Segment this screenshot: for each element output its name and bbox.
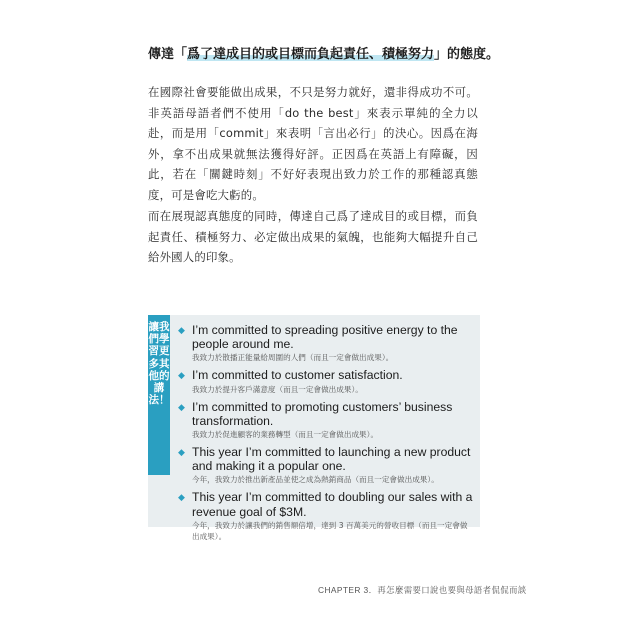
example-english: This year I’m committed to doubling our sales with a revenue goal of $3M. <box>192 490 473 519</box>
example-chinese: 我致力於促進顧客的業務轉型（而且一定會做出成果）。 <box>192 430 379 440</box>
example-english: This year I’m committed to launching a new product and making it a popular one. <box>192 445 471 474</box>
heading-suffix: 」的態度。 <box>434 47 500 62</box>
example-item <box>178 400 474 440</box>
page-footer-chapter: CHAPTER 3．再怎麼需要口說也要與母語者侃侃而談 <box>318 585 527 595</box>
diamond-bullet-icon: ◆ <box>178 402 185 413</box>
example-chinese: 我致力於散播正能量給周圍的人們（而且一定會做出成果）。 <box>192 353 394 363</box>
example-item <box>178 490 474 541</box>
example-chinese: 今年，我致力於推出新產品並使之成為熱銷商品（而且一定會做出成果）。 <box>192 475 439 485</box>
example-phrases-box <box>148 315 480 541</box>
example-chinese: 今年，我致力於讓我們的銷售額倍增，達到 3 百萬美元的營收目標（而且一定會做出成果）。 <box>192 520 468 541</box>
example-english: I’m committed to promoting customers’ business transformation. <box>192 399 453 428</box>
diamond-bullet-icon: ◆ <box>178 448 185 459</box>
diamond-bullet-icon: ◆ <box>178 371 185 382</box>
heading-prefix: 傳達「 <box>148 47 188 62</box>
example-english: I’m committed to customer satisfaction. <box>192 368 403 383</box>
heading-highlight: 爲了達成目的或目標而負起責任、積極努力 <box>187 47 435 62</box>
example-item <box>178 445 474 485</box>
body-paragraph-2: 而在展現認真態度的同時，傳達自己爲了達成目的或目標，而負起責任、積極努力、必定做出成果的氣魄，也能夠大幅提升自己給外國人的印象。 <box>148 209 478 265</box>
box-tab-label: 讓我們學習更多其他的講法！ <box>148 321 170 407</box>
example-item <box>178 368 474 394</box>
example-chinese: 我致力於提升客戶滿意度（而且一定會做出成果）。 <box>192 384 363 394</box>
example-list <box>178 323 474 547</box>
body-paragraph-1: 在國際社會要能做出成果，不只是努力就好，還非得成功不可。非英語母語者們不使用「do the best」來表示單純的全力以赴，而是用「commit」來表明「言出必行」的決心。因爲在海外，拿不出成果就無法獲得好評。正因爲在英語上有障礙，因此，若在「關鍵時刻」不好好表現出致力於工作的那種認真態度，可是會吃大虧的。 <box>148 85 478 202</box>
diamond-bullet-icon: ◆ <box>178 493 185 504</box>
section-heading <box>148 44 508 66</box>
box-side-tab <box>148 315 170 475</box>
example-english: I’m committed to spreading positive energy to the people around me. <box>192 323 458 352</box>
diamond-bullet-icon: ◆ <box>178 326 185 336</box>
example-item <box>178 323 474 363</box>
